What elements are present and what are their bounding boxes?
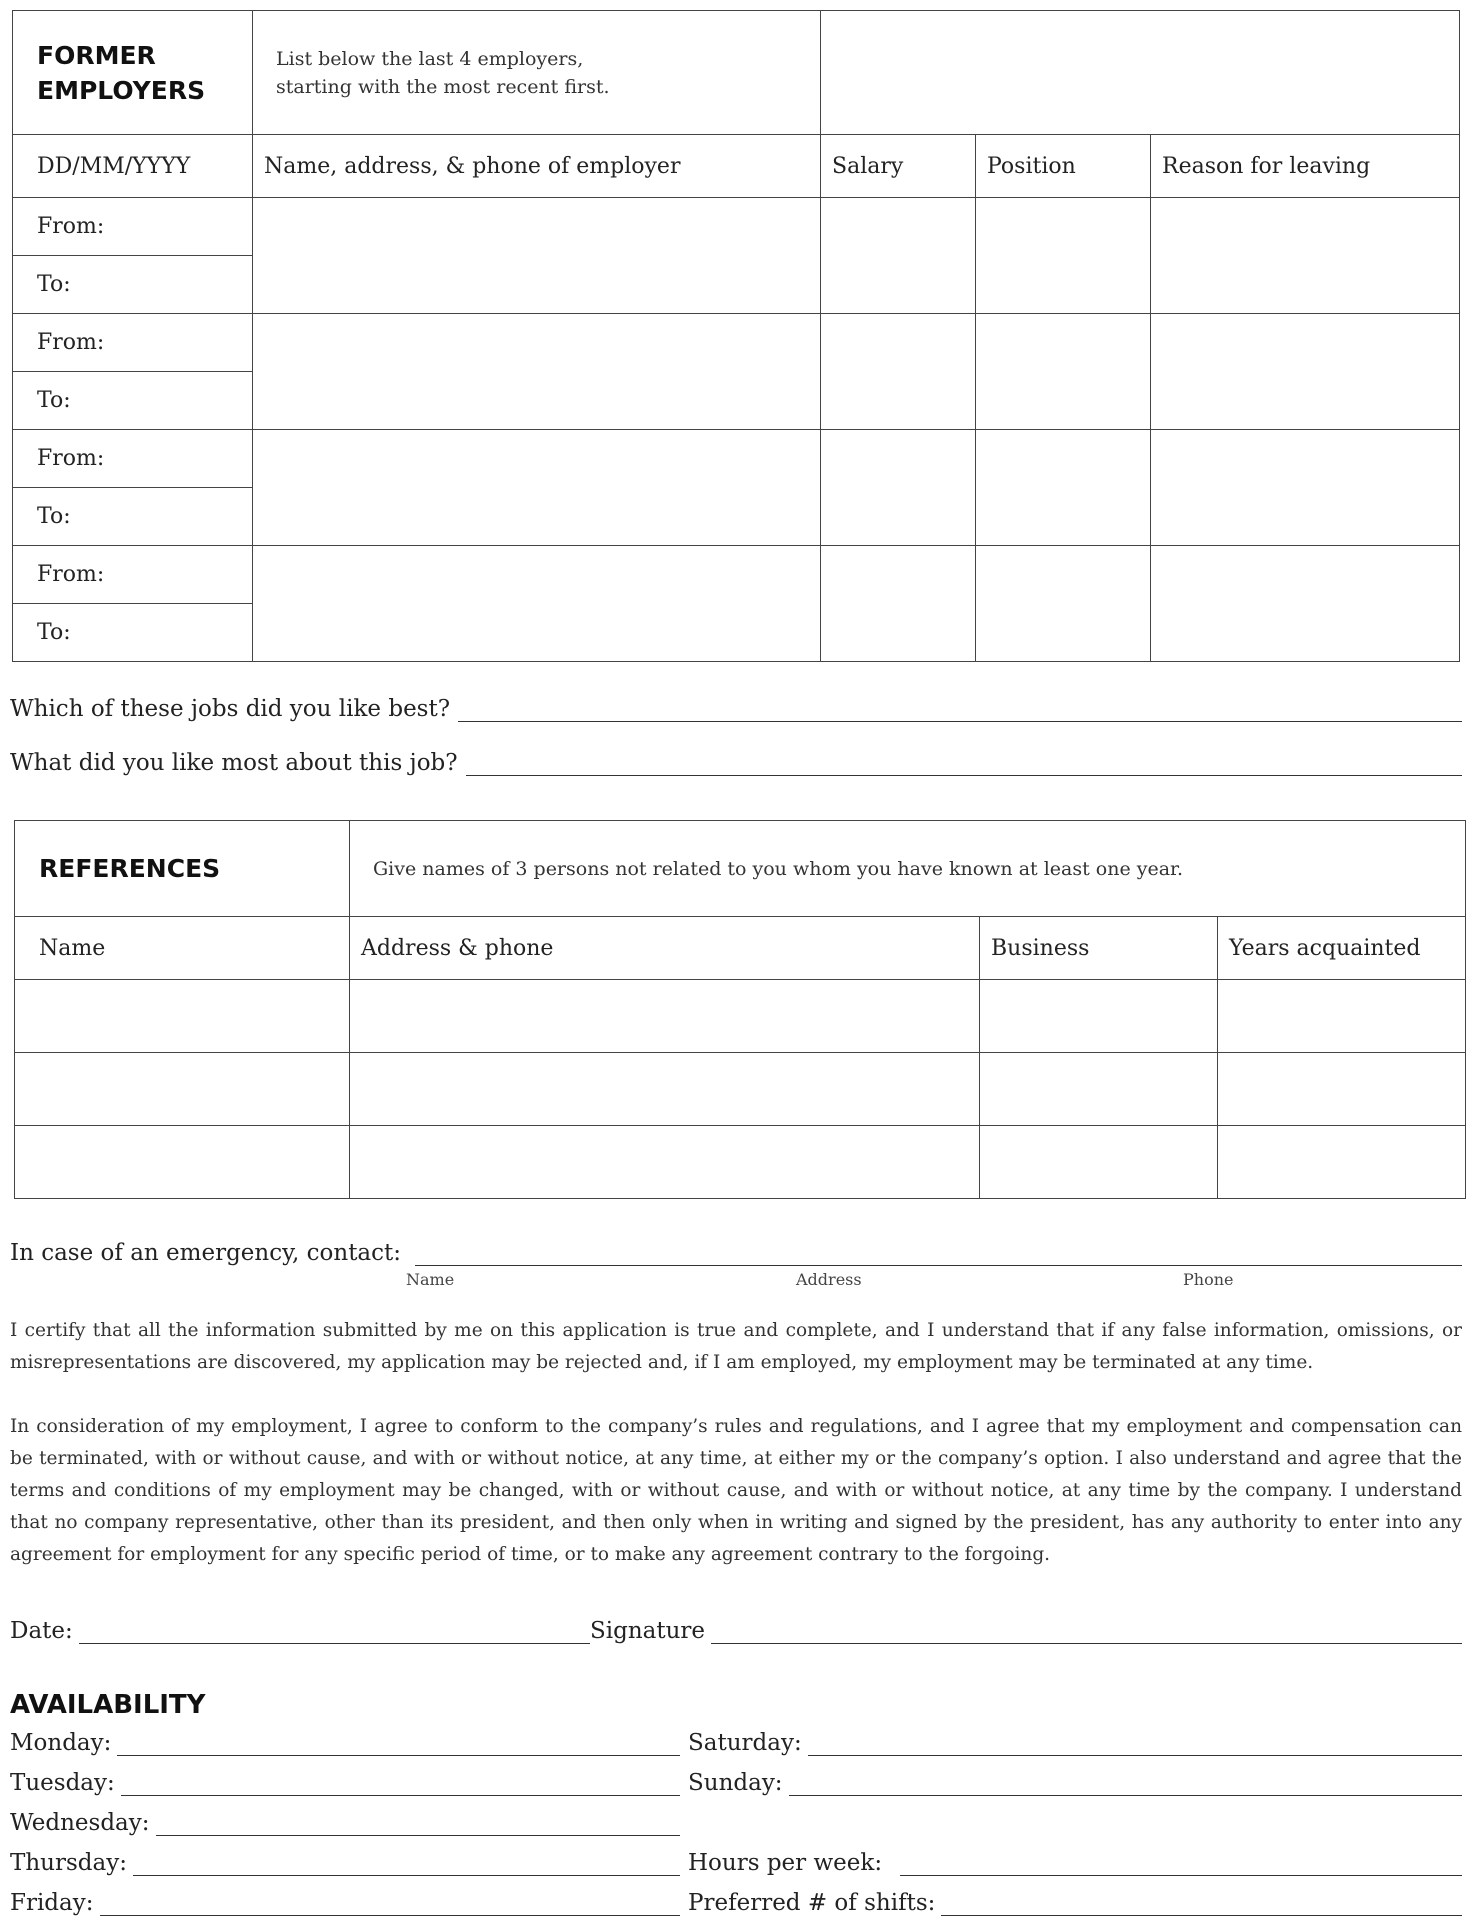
employer-4-from[interactable]: From: xyxy=(13,546,253,604)
saturday-row xyxy=(688,1730,1462,1756)
ref-2-years-field[interactable] xyxy=(1218,1053,1466,1126)
employer-4-to[interactable]: To: xyxy=(13,604,253,662)
employer-3-salary-field[interactable] xyxy=(821,430,976,546)
liked-most-label: What did you like most about this job? xyxy=(10,750,458,776)
date-label: Date: xyxy=(10,1618,73,1644)
thursday-row xyxy=(10,1850,680,1876)
ref-3-business-field[interactable] xyxy=(980,1126,1218,1199)
ref-1-business-field[interactable] xyxy=(980,980,1218,1053)
col-reason: Reason for leaving xyxy=(1151,135,1460,198)
ref-col-address: Address & phone xyxy=(350,917,980,980)
col-salary: Salary xyxy=(821,135,976,198)
former-employers-title: FORMER EMPLOYERS xyxy=(13,11,253,135)
liked-most-row xyxy=(10,750,1462,776)
date-field[interactable] xyxy=(79,1619,590,1644)
thursday-label: Thursday: xyxy=(10,1850,127,1876)
availability-title: AVAILABILITY xyxy=(10,1690,206,1720)
liked-best-field[interactable] xyxy=(458,697,1462,722)
shifts-label: Preferred # of shifts: xyxy=(688,1890,936,1916)
monday-label: Monday: xyxy=(10,1730,112,1756)
wednesday-label: Wednesday: xyxy=(10,1810,150,1836)
employer-1-salary-field[interactable] xyxy=(821,198,976,314)
tuesday-row xyxy=(10,1770,680,1796)
employer-1-from[interactable]: From: xyxy=(13,198,253,256)
certify-paragraph: I certify that all the information submitted by me on this application is true and complete, and I understand that if any false information, omissions, or misrepresentations are discovered, my application may be rejected and, if I am employed, my employment may be terminated at any time. xyxy=(10,1320,1462,1373)
friday-field[interactable] xyxy=(100,1891,681,1916)
hours-label: Hours per week: xyxy=(688,1850,883,1876)
references-title: REFERENCES xyxy=(15,821,350,917)
former-employers-blank xyxy=(821,11,1460,135)
employer-4-reason-field[interactable] xyxy=(1151,546,1460,662)
ref-1-address-field[interactable] xyxy=(350,980,980,1053)
sunday-label: Sunday: xyxy=(688,1770,783,1796)
ref-3-name-field[interactable] xyxy=(15,1126,350,1199)
former-employers-note: List below the last 4 employers, starting with the most recent first. xyxy=(253,11,821,135)
friday-label: Friday: xyxy=(10,1890,94,1916)
wednesday-field[interactable] xyxy=(156,1811,680,1836)
wednesday-row xyxy=(10,1810,680,1836)
employer-3-reason-field[interactable] xyxy=(1151,430,1460,546)
col-position: Position xyxy=(976,135,1151,198)
signature-row xyxy=(590,1618,1462,1644)
employer-3-position-field[interactable] xyxy=(976,430,1151,546)
employer-2-salary-field[interactable] xyxy=(821,314,976,430)
signature-label: Signature xyxy=(590,1618,706,1644)
ref-2-name-field[interactable] xyxy=(15,1053,350,1126)
ref-1-name-field[interactable] xyxy=(15,980,350,1053)
ref-2-business-field[interactable] xyxy=(980,1053,1218,1126)
employer-2-position-field[interactable] xyxy=(976,314,1151,430)
date-row xyxy=(10,1618,590,1644)
employer-1-reason-field[interactable] xyxy=(1151,198,1460,314)
ref-1-years-field[interactable] xyxy=(1218,980,1466,1053)
signature-field[interactable] xyxy=(711,1619,1462,1644)
employer-2-name-field[interactable] xyxy=(253,314,821,430)
sunday-field[interactable] xyxy=(789,1771,1462,1796)
employer-2-reason-field[interactable] xyxy=(1151,314,1460,430)
sunday-row xyxy=(688,1770,1462,1796)
references-note: Give names of 3 persons not related to you whom you have known at least one year. xyxy=(350,821,1466,917)
consideration-paragraph: In consideration of my employment, I agree to conform to the company’s rules and regulations, and I agree that my employment and compensation can be terminated, with or without cause, and with or without notice, at any time, at either my or the company’s option. I also understand and agree that the terms and conditions of my employment may be changed, with or without cause, and with or without notice, at any time by the company. I understand that no company representative, other than its president, and then only when in writing and signed by the president, has any authority to enter into any agreement for employment for any specific period of time, or to make any agreement contrary to the forgoing. xyxy=(10,1416,1462,1565)
emergency-field[interactable] xyxy=(415,1241,1462,1266)
ref-col-years: Years acquainted xyxy=(1218,917,1466,980)
emergency-label: In case of an emergency, contact: xyxy=(10,1240,402,1266)
employer-4-position-field[interactable] xyxy=(976,546,1151,662)
employer-1-to[interactable]: To: xyxy=(13,256,253,314)
employer-3-from[interactable]: From: xyxy=(13,430,253,488)
shifts-field[interactable] xyxy=(941,1891,1462,1916)
employer-4-name-field[interactable] xyxy=(253,546,821,662)
hours-field[interactable] xyxy=(900,1851,1462,1876)
employer-2-to[interactable]: To: xyxy=(13,372,253,430)
tuesday-field[interactable] xyxy=(121,1771,680,1796)
references-table xyxy=(14,820,1466,1199)
hours-row xyxy=(688,1850,1462,1876)
employer-2-from[interactable]: From: xyxy=(13,314,253,372)
emergency-row xyxy=(10,1240,1462,1266)
thursday-field[interactable] xyxy=(133,1851,680,1876)
saturday-label: Saturday: xyxy=(688,1730,802,1756)
employer-1-name-field[interactable] xyxy=(253,198,821,314)
shifts-row xyxy=(688,1890,1462,1916)
monday-row xyxy=(10,1730,680,1756)
employer-1-position-field[interactable] xyxy=(976,198,1151,314)
ref-2-address-field[interactable] xyxy=(350,1053,980,1126)
friday-row xyxy=(10,1890,680,1916)
emergency-sub-phone: Phone xyxy=(1183,1270,1234,1289)
saturday-field[interactable] xyxy=(808,1731,1462,1756)
ref-col-name: Name xyxy=(15,917,350,980)
monday-field[interactable] xyxy=(117,1731,680,1756)
ref-col-business: Business xyxy=(980,917,1218,980)
ref-3-address-field[interactable] xyxy=(350,1126,980,1199)
former-employers-table xyxy=(12,10,1460,662)
employer-3-name-field[interactable] xyxy=(253,430,821,546)
liked-best-row xyxy=(10,696,1462,722)
liked-most-field[interactable] xyxy=(466,751,1462,776)
employer-4-salary-field[interactable] xyxy=(821,546,976,662)
col-date: DD/MM/YYYY xyxy=(13,135,253,198)
emergency-sub-name: Name xyxy=(406,1270,455,1289)
tuesday-label: Tuesday: xyxy=(10,1770,115,1796)
ref-3-years-field[interactable] xyxy=(1218,1126,1466,1199)
liked-best-label: Which of these jobs did you like best? xyxy=(10,696,451,722)
col-employer: Name, address, & phone of employer xyxy=(253,135,821,198)
employer-3-to[interactable]: To: xyxy=(13,488,253,546)
emergency-sub-address: Address xyxy=(796,1270,862,1289)
